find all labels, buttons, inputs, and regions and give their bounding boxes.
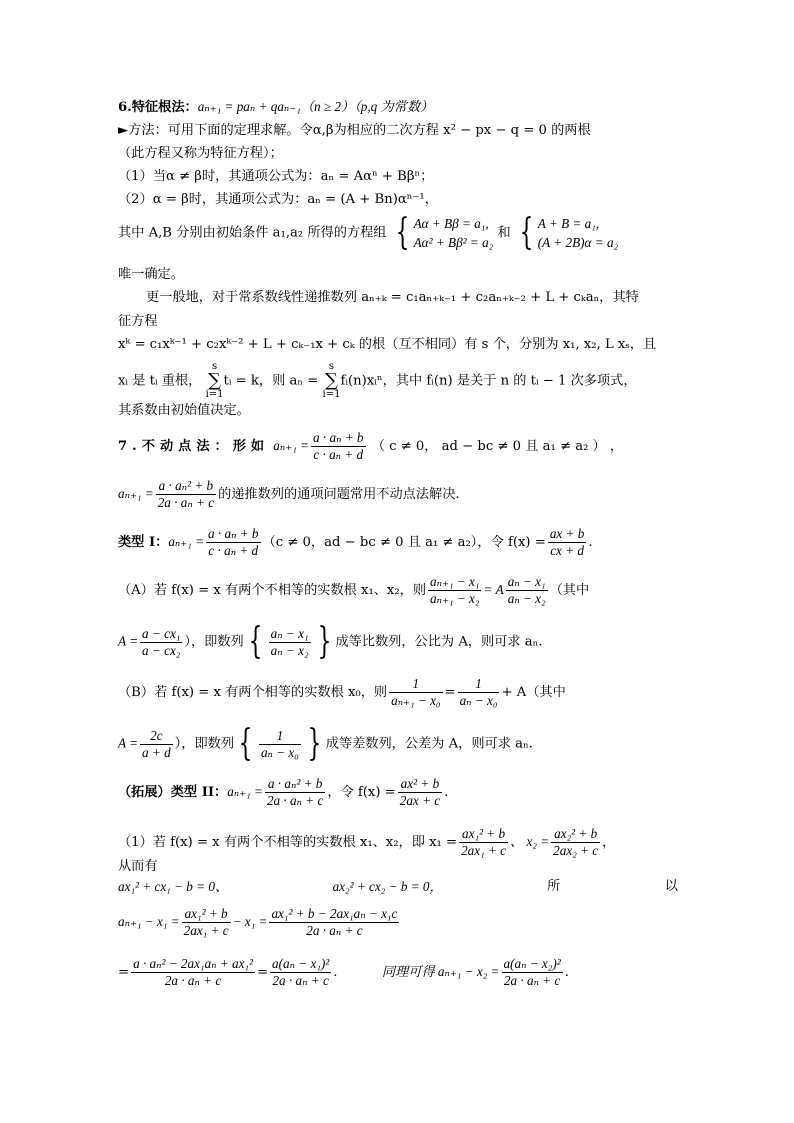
sec6-general-2: 征方程 [118, 314, 158, 329]
case-A-eq: = A [483, 582, 504, 597]
type1-case-B: （B）若 f(x) = x 有两个相等的实数根 x₀，则 $\frac{1}{\text{aₙ₊₁ − x₀}}$ = $\frac{1}{\text{aₙ − x₀}}$ + A（其中 [118, 676, 566, 708]
fraction-denominator: aₙ − x₀ [459, 693, 498, 708]
type2-derivation-1 [118, 906, 401, 939]
sec7-lhs-2: aₙ₊₁ = [118, 486, 154, 501]
derivation-1-mid: − x₁ = [232, 914, 268, 929]
derivation-2-frac-b [270, 956, 331, 989]
sec6-unique: 唯一确定。 [118, 267, 184, 282]
case-A-ratio-left [428, 574, 481, 607]
case-A-post: （其中 [549, 583, 590, 598]
system-2-row-1: A + B = a₁, [537, 216, 600, 231]
case-A-tail-2: 成等比数列，公比为 A，则可求 aₙ. [335, 634, 543, 650]
fraction-denominator: 2ax + c [399, 793, 441, 808]
sum-symbol: s ∑ i=1 [205, 361, 224, 400]
fraction-numerator: 1 [259, 728, 301, 745]
right-brace: } [317, 621, 331, 662]
fraction-numerator: a · aₙ + b [208, 526, 259, 541]
so-1: 所 [547, 879, 561, 894]
type1-condition: （c ≠ 0，ad − bc ≠ 0 且 a₁ ≠ a₂），令 f(x) = [262, 535, 546, 550]
left-brace: { [238, 723, 253, 764]
sec7-fraction-1 [311, 430, 366, 463]
fraction-denominator: aₙ₊₁ − x₂ [430, 591, 480, 606]
fraction-denominator: c · aₙ + d [313, 447, 364, 462]
A-def-lhs: A = [118, 633, 139, 649]
right-brace: } [307, 723, 322, 764]
type2-f-fraction [398, 776, 442, 809]
case-A-intro: （A）若 f(x) = x 有两个不相等的实数根 x₁、x₂，则 [118, 583, 427, 598]
fraction-numerator: ax₁² + b [459, 826, 508, 843]
fraction-numerator: ax + b [549, 526, 585, 541]
fraction-denominator: c · aₙ + d [208, 543, 259, 558]
A-def-fraction [140, 626, 182, 659]
fraction-numerator: a(aₙ − x₂)² [503, 956, 561, 971]
fraction-denominator: 2a · aₙ + c [272, 973, 329, 988]
sec7-tail: 的递推数列的通项问题常用不动点法解决. [218, 487, 460, 502]
system-intro: 其中 A,B 分别由初始条件 a₁,a₂ 所得的方程组 [118, 225, 387, 241]
sec6-general-4 [118, 362, 637, 400]
sec6-general-5: 其系数由初始值决定。 [118, 403, 250, 418]
sec7-line-1 [118, 430, 623, 463]
sec6-system-line [118, 214, 618, 252]
sec7-lhs: aₙ₊₁ = [273, 438, 309, 453]
fraction-numerator: a · aₙ² + b [265, 776, 325, 793]
fraction-denominator: 2a · aₙ + c [157, 495, 215, 510]
case-A-ratio-right [506, 574, 548, 607]
fraction-numerator: aₙ₊₁ − x₁ [430, 574, 480, 589]
type2-case-1-mid: 、 x₂ = [510, 834, 550, 849]
type1-case-A [118, 574, 589, 607]
fraction-numerator: a · aₙ + b [312, 430, 364, 445]
sec6-method: ►方法：可用下面的定理求解。令α,β为相应的二次方程 x² − px − q = 0 的两根 [118, 123, 591, 138]
system-1-row-2: Aα² + Bβ² = a₂ [413, 235, 494, 250]
case-B-tail-2: 成等差数列，公差为 A，则可求 aₙ. [325, 736, 533, 752]
case-B-right [458, 676, 500, 709]
case-A-seq-fraction [269, 626, 311, 659]
sum-symbol: s ∑ i=1 [322, 361, 341, 400]
fraction-denominator: a − cx₂ [142, 642, 181, 658]
sec7-fraction-2 [156, 478, 216, 511]
derivation-1-lhs: aₙ₊₁ − x₁ = [118, 914, 180, 929]
fraction-numerator: aₙ − x₁ [507, 574, 546, 589]
type2-fraction [265, 776, 325, 809]
system-1-row-1: Aα + Bβ = a₁, [413, 216, 489, 231]
and-word: 和 [497, 225, 511, 241]
derivation-1-frac-b [269, 906, 399, 939]
type2-equations [118, 878, 678, 895]
fraction-numerator: a · aₙ² − 2ax₁aₙ + ax₁² [133, 956, 253, 971]
fraction-numerator: aₙ − x₁ [270, 625, 309, 641]
system-2-row-2: (A + 2B)α = a₂ [537, 235, 619, 250]
fraction-numerator: ax₁² + b − 2ax₁aₙ − x₁c [271, 906, 398, 921]
fraction-denominator: 2ax₁ + c [183, 923, 229, 938]
equation-1: ax₁² + cx₁ − b = 0、 [118, 879, 229, 894]
type1-fraction [206, 526, 261, 559]
derivation-1-frac-a [182, 906, 231, 939]
sec6-case2: （2）α = β时，其通项公式为：aₙ = (A + Bn)αⁿ⁻¹， [118, 192, 438, 207]
fraction-denominator: 2a · aₙ + c [306, 923, 363, 938]
fraction-denominator: aₙ − x₂ [270, 642, 309, 658]
case-B-tail-1: ），即数列 [174, 736, 235, 752]
sec6-case1: （1）当α ≠ β时，其通项公式为：aₙ = Aαⁿ + Bβⁿ； [118, 169, 434, 184]
case-B-post: + A（其中 [501, 685, 566, 700]
sum-bottom: i=1 [205, 389, 224, 400]
sum-bottom: i=1 [322, 389, 341, 400]
type2-line: （拓展）类型 II：aₙ₊₁ = $\frac{\text{a · aₙ² + b}}{\text{2a · aₙ + c}}$ ，令 f(x) = $\frac{\text{ax² + b}}{2ax + c}$ . [118, 776, 449, 808]
equation-2: ax₂² + cx₂ − b = 0， [332, 879, 443, 894]
type1-lhs: aₙ₊₁ = [168, 534, 205, 549]
type1-case-A-def [118, 621, 543, 662]
left-brace: { [395, 212, 410, 253]
fraction-numerator: ax₂² + b [551, 826, 600, 843]
sec7-title: 7.不动点法：形如 [118, 439, 270, 454]
left-brace: { [519, 212, 534, 253]
fraction-numerator: a(aₙ − x₁)² [272, 956, 330, 971]
system-1 [414, 214, 494, 252]
sum-top: s [211, 361, 218, 372]
fraction-denominator: 2a · aₙ + c [266, 793, 324, 808]
system-2 [538, 214, 618, 252]
fraction-denominator: aₙ − x₀ [260, 744, 299, 760]
case-A-tail-1: ），即数列 [184, 634, 244, 650]
sec7-condition: （ c ≠ 0， ad − bc ≠ 0 且 a₁ ≠ a₂ ） ， [371, 439, 624, 454]
fraction-denominator: 2ax₂ + c [553, 843, 599, 858]
derivation-2-frac-a [131, 956, 255, 989]
fraction-numerator: a − cx₁ [142, 625, 181, 641]
x2-fraction [551, 826, 600, 859]
fraction-numerator: ax² + b [398, 776, 442, 793]
type1-title: 类型 I： [118, 535, 169, 550]
fraction-numerator: 1 [389, 676, 442, 693]
sec6-method-note: （此方程又称为特征方程）； [118, 146, 283, 161]
fraction-denominator: 2ax₁ + c [461, 843, 507, 858]
B-def-lhs: A = [118, 735, 139, 751]
sec6-title: 6.特征根法： [118, 100, 198, 115]
type2-title: （拓展）类型 II： [118, 785, 228, 800]
type2-lhs: aₙ₊₁ = [227, 784, 263, 799]
fraction-denominator: aₙ − x₂ [507, 591, 546, 606]
fraction-numerator: 1 [458, 676, 500, 693]
fraction-denominator: cx + d [550, 543, 584, 558]
x1-fraction [459, 826, 508, 859]
general-4-part-b: tᵢ = k，则 aₙ = [223, 373, 319, 389]
fraction-numerator: ax₁² + b [182, 906, 231, 923]
sec6-general-3: xᵏ = c₁xᵏ⁻¹ + c₂xᵏ⁻² + L + cₖ₋₁x + cₖ 的根（互不相同）有 s 个，分别为 x₁, x₂, L xₛ，且 [118, 337, 657, 352]
type1-f-fraction [548, 526, 587, 559]
general-4-part-a: xᵢ 是 tᵢ 重根， [118, 373, 202, 389]
same-reasoning: 同理可得 aₙ₊₁ − x₂ = [381, 964, 500, 979]
sum-top: s [328, 361, 335, 372]
case-B-seq-fraction [259, 728, 301, 761]
sec6-general-1: 更一般地，对于常系数线性递推数列 aₙ₊ₖ = c₁aₙ₊ₖ₋₁ + c₂aₙ₊ₖ₋₂ + L + cₖaₙ，其特 [146, 290, 639, 305]
sec7-line-2 [118, 478, 460, 511]
fraction-numerator: 2c [140, 728, 173, 745]
so-2: 以 [664, 879, 678, 894]
fraction-denominator: 2a · aₙ + c [164, 973, 222, 988]
type2-thus: 从而有 [118, 859, 158, 874]
fraction-denominator: aₙ₊₁ − x₀ [391, 693, 441, 708]
sec6-heading [118, 98, 433, 116]
general-4-part-c: fᵢ(n)xᵢⁿ，其中 fᵢ(n) 是关于 n 的 tᵢ − 1 次多项式， [340, 373, 637, 389]
fraction-denominator: a + d [142, 744, 171, 760]
fraction-denominator: 2a · aₙ + c [503, 973, 561, 988]
type2-case-1: （1）若 f(x) = x 有两个不相等的实数根 x₁、x₂，即 x₁ = $\frac{\text{ax₁² + b}}{\text{2ax₁ + c}}$ 、 x₂ = $\frac{\text{ax₂² + b}}{\text{2ax₂ + c}}$ ， [118, 826, 616, 858]
derivation-3-frac [502, 956, 563, 989]
B-def-fraction [140, 728, 173, 761]
left-brace: { [248, 621, 263, 662]
case-B-left [389, 676, 442, 709]
type2-derivation-2: = $\frac{\text{a · aₙ² − 2ax₁aₙ + ax₁²}}{\text{2a · aₙ + c}}$ = $\frac{\text{a(aₙ − x₁)²}}{\text{2a · aₙ + c}}$ . 同理可得 aₙ₊₁ − x₂ = $\frac{\text{a(aₙ − x₂)²}}{\text{2a · aₙ + c}}$ . [118, 956, 569, 988]
type1-line: 类型 I：aₙ₊₁ = $\frac{\text{a · aₙ + b}}{\text{c · aₙ + d}}$ （c ≠ 0，ad − bc ≠ 0 且 a₁ ≠ a₂），令 f(x) = $\frac{ax + b}{cx + d}$ . [118, 526, 593, 558]
type1-case-B-def [118, 723, 533, 764]
sec6-formula: aₙ₊₁ = paₙ + qaₙ₋₁（n ≥ 2）（p,q 为常数） [197, 99, 434, 114]
case-B-intro: （B）若 f(x) = x 有两个相等的实数根 x₀，则 [118, 685, 388, 700]
type2-let: ，令 f(x) = [327, 785, 396, 800]
fraction-numerator: a · aₙ² + b [156, 478, 216, 495]
type2-case-1-intro: （1）若 f(x) = x 有两个不相等的实数根 x₁、x₂，即 x₁ = [118, 835, 458, 850]
